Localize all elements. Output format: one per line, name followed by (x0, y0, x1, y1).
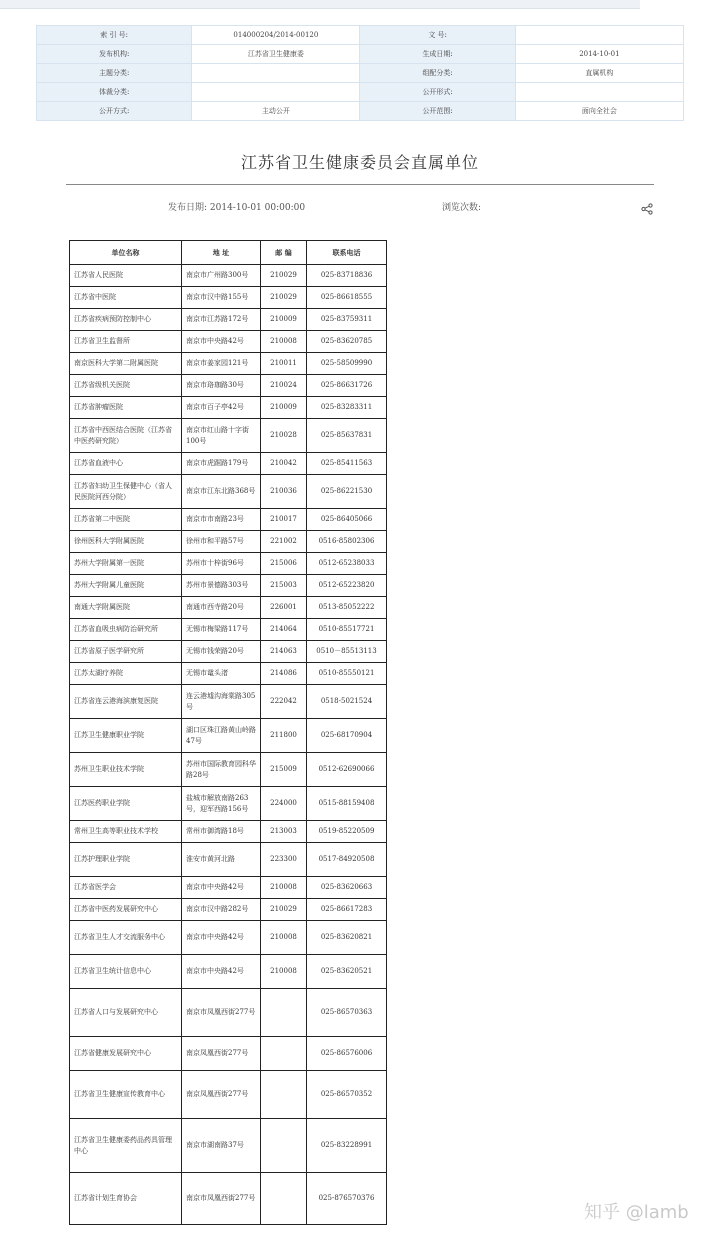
zip-cell: 210008 (261, 331, 307, 353)
phone-cell: 025-86576006 (307, 1037, 387, 1071)
header-address: 地 址 (182, 241, 261, 265)
phone-cell: 025-86570352 (307, 1071, 387, 1119)
table-row (70, 663, 387, 685)
table-row (70, 265, 387, 287)
address-cell: 南京市凤凰西街277号 (182, 989, 261, 1037)
table-row (70, 331, 387, 353)
unit-name-cell: 江苏护理职业学院 (70, 843, 182, 877)
table-row (70, 453, 387, 475)
zip-cell: 210011 (261, 353, 307, 375)
meta-value: 主动公开 (192, 102, 360, 121)
table-row (70, 921, 387, 955)
meta-value (192, 64, 360, 83)
address-cell: 南通市西寺路20号 (182, 597, 261, 619)
zip-cell: 224000 (261, 787, 307, 821)
unit-name-cell: 江苏省级机关医院 (70, 375, 182, 397)
unit-name-cell: 江苏省人口与发展研究中心 (70, 989, 182, 1037)
meta-row (37, 83, 684, 102)
zip-cell: 210008 (261, 921, 307, 955)
table-row (70, 397, 387, 419)
address-cell: 南京市湖南路37号 (182, 1119, 261, 1173)
phone-cell: 0512-62690066 (307, 753, 387, 787)
phone-cell: 025-86618555 (307, 287, 387, 309)
phone-cell: 025-85637831 (307, 419, 387, 453)
phone-cell: 0516-85802306 (307, 531, 387, 553)
meta-label: 公开形式: (360, 83, 515, 102)
zip-cell: 213003 (261, 821, 307, 843)
address-cell: 南京市江苏路172号 (182, 309, 261, 331)
zip-cell: 226001 (261, 597, 307, 619)
unit-name-cell: 苏州卫生职业技术学院 (70, 753, 182, 787)
meta-label: 主题分类: (37, 64, 192, 83)
phone-cell: 0510-85517721 (307, 619, 387, 641)
address-cell: 无锡市鼋头渚 (182, 663, 261, 685)
unit-name-cell: 苏州大学附属儿童医院 (70, 575, 182, 597)
meta-label: 组配分类: (360, 64, 515, 83)
unit-name-cell: 江苏省卫生统计信息中心 (70, 955, 182, 989)
table-row (70, 719, 387, 753)
meta-value: 直属机构 (515, 64, 683, 83)
zip-cell: 215009 (261, 753, 307, 787)
address-cell: 无锡市梅梁路117号 (182, 619, 261, 641)
units-table-header (70, 241, 387, 265)
zip-cell: 210024 (261, 375, 307, 397)
table-row (70, 353, 387, 375)
zip-cell: 210017 (261, 509, 307, 531)
meta-row (37, 102, 684, 121)
document-meta-table (36, 25, 684, 121)
table-row (70, 309, 387, 331)
address-cell: 南京市百子亭42号 (182, 397, 261, 419)
address-cell: 苏州市十梓街96号 (182, 553, 261, 575)
unit-name-cell: 常州卫生高等职业技术学校 (70, 821, 182, 843)
table-row (70, 597, 387, 619)
page-title: 江苏省卫生健康委员会直属单位 (240, 153, 479, 172)
table-row (70, 955, 387, 989)
address-cell: 南京市姜家园121号 (182, 353, 261, 375)
meta-label: 文 号: (360, 26, 515, 45)
unit-name-cell: 苏州大学附属第一医院 (70, 553, 182, 575)
meta-label: 索 引 号: (37, 26, 192, 45)
phone-cell: 025-83620821 (307, 921, 387, 955)
address-cell: 南京市汉中路155号 (182, 287, 261, 309)
zip-cell: 210009 (261, 309, 307, 331)
table-row (70, 641, 387, 663)
phone-cell: 025-83759311 (307, 309, 387, 331)
phone-cell: 025-85411563 (307, 453, 387, 475)
phone-cell: 0512-65223820 (307, 575, 387, 597)
meta-row (37, 64, 684, 83)
meta-row (37, 26, 684, 45)
table-row (70, 1119, 387, 1173)
phone-cell: 0512-65238033 (307, 553, 387, 575)
zip-cell (261, 1119, 307, 1173)
zip-cell: 210009 (261, 397, 307, 419)
meta-value: 2014-10-01 (515, 45, 683, 64)
meta-label: 生成日期: (360, 45, 515, 64)
zip-cell: 222042 (261, 685, 307, 719)
address-cell: 南京凤凰西街277号 (182, 1071, 261, 1119)
table-row (70, 843, 387, 877)
units-table (69, 240, 387, 1225)
address-cell: 南京市广州路300号 (182, 265, 261, 287)
zip-cell: 210029 (261, 287, 307, 309)
unit-name-cell: 江苏省妇幼卫生保健中心（省人民医院河西分院） (70, 475, 182, 509)
table-row (70, 685, 387, 719)
zip-cell: 210042 (261, 453, 307, 475)
unit-name-cell: 江苏省健康发展研究中心 (70, 1037, 182, 1071)
address-cell: 南京凤凰西街277号 (182, 1037, 261, 1071)
address-cell: 淮安市黄河北路 (182, 843, 261, 877)
unit-name-cell: 江苏省原子医学研究所 (70, 641, 182, 663)
address-cell: 南京市市南路23号 (182, 509, 261, 531)
unit-name-cell: 江苏省卫生健康委药品药具管理中心 (70, 1119, 182, 1173)
unit-name-cell: 江苏医药职业学院 (70, 787, 182, 821)
header-unit-name: 单位名称 (70, 241, 182, 265)
address-cell: 常州市御湾路18号 (182, 821, 261, 843)
address-cell: 南京市虎踞路179号 (182, 453, 261, 475)
header-phone: 联系电话 (307, 241, 387, 265)
phone-cell: 0510-85550121 (307, 663, 387, 685)
phone-cell: 025-86221530 (307, 475, 387, 509)
address-cell: 南京市凤凰西街277号 (182, 1173, 261, 1225)
table-row (70, 419, 387, 453)
address-cell: 南京市中央路42号 (182, 331, 261, 353)
zip-cell: 211800 (261, 719, 307, 753)
share-icon[interactable] (641, 200, 653, 212)
phone-cell: 025-86617283 (307, 899, 387, 921)
unit-name-cell: 江苏省疾病预防控制中心 (70, 309, 182, 331)
address-cell: 南京市江东北路368号 (182, 475, 261, 509)
phone-cell: 025-83228991 (307, 1119, 387, 1173)
table-row (70, 531, 387, 553)
zip-cell: 210008 (261, 877, 307, 899)
phone-cell: 025-58509990 (307, 353, 387, 375)
phone-cell: 0515-88159408 (307, 787, 387, 821)
zip-cell: 210029 (261, 265, 307, 287)
unit-name-cell: 江苏省连云港海滨康复医院 (70, 685, 182, 719)
meta-value: 江苏省卫生健康委 (192, 45, 360, 64)
watermark: 知乎 @lamb (584, 1202, 689, 1223)
table-row (70, 821, 387, 843)
zip-cell: 214086 (261, 663, 307, 685)
phone-cell: 025-83620521 (307, 955, 387, 989)
meta-value (515, 83, 683, 102)
meta-label: 公开方式: (37, 102, 192, 121)
meta-value: 面向全社会 (515, 102, 683, 121)
address-cell: 盐城市解放南路263号，迎军西路156号 (182, 787, 261, 821)
table-row (70, 509, 387, 531)
table-row (70, 475, 387, 509)
table-row (70, 619, 387, 641)
unit-name-cell: 江苏省第二中医院 (70, 509, 182, 531)
table-row (70, 1071, 387, 1119)
unit-name-cell: 南京医科大学第二附属医院 (70, 353, 182, 375)
table-row (70, 1173, 387, 1225)
meta-row (37, 45, 684, 64)
unit-name-cell: 江苏省肿瘤医院 (70, 397, 182, 419)
phone-cell: 025-83283311 (307, 397, 387, 419)
phone-cell: 0517-84920508 (307, 843, 387, 877)
phone-cell: 0510－85513113 (307, 641, 387, 663)
phone-cell: 0519-85220509 (307, 821, 387, 843)
unit-name-cell: 南通大学附属医院 (70, 597, 182, 619)
meta-label: 发布机构: (37, 45, 192, 64)
unit-name-cell: 江苏省血液中心 (70, 453, 182, 475)
table-row (70, 553, 387, 575)
phone-cell: 025-68170904 (307, 719, 387, 753)
address-cell: 南京市中央路42号 (182, 877, 261, 899)
publish-date: 发布日期: 2014-10-01 00:00:00 (168, 203, 306, 213)
zip-cell: 221002 (261, 531, 307, 553)
meta-value (192, 83, 360, 102)
unit-name-cell: 江苏省中医药发展研究中心 (70, 899, 182, 921)
table-row (70, 787, 387, 821)
zip-cell: 210029 (261, 899, 307, 921)
meta-value: 014000204/2014-00120 (192, 26, 360, 45)
unit-name-cell: 江苏省人民医院 (70, 265, 182, 287)
address-cell: 徐州市和平路57号 (182, 531, 261, 553)
unit-name-cell: 江苏省中西医结合医院（江苏省中医药研究院） (70, 419, 182, 453)
address-cell: 湖口区珠江路黄山岭路47号 (182, 719, 261, 753)
unit-name-cell: 江苏省计划生育协会 (70, 1173, 182, 1225)
unit-name-cell: 江苏省卫生人才交流服务中心 (70, 921, 182, 955)
zip-cell: 215006 (261, 553, 307, 575)
zip-cell: 223300 (261, 843, 307, 877)
address-cell: 苏州市景德路303号 (182, 575, 261, 597)
top-bar (0, 0, 640, 9)
title-divider (66, 184, 654, 185)
table-row (70, 899, 387, 921)
unit-name-cell: 江苏省中医院 (70, 287, 182, 309)
zip-cell: 210008 (261, 955, 307, 989)
view-count: 浏览次数: (442, 203, 482, 213)
address-cell: 苏州市国际教育园科华路28号 (182, 753, 261, 787)
address-cell: 南京市红山路十字街100号 (182, 419, 261, 453)
zip-cell (261, 1071, 307, 1119)
address-cell: 无锡市钱荣路20号 (182, 641, 261, 663)
table-row (70, 375, 387, 397)
zip-cell: 210036 (261, 475, 307, 509)
phone-cell: 025-86570363 (307, 989, 387, 1037)
phone-cell: 025-83620663 (307, 877, 387, 899)
table-row (70, 1037, 387, 1071)
zip-cell (261, 1173, 307, 1225)
unit-name-cell: 江苏卫生健康职业学院 (70, 719, 182, 753)
phone-cell: 0513-85052222 (307, 597, 387, 619)
phone-cell: 025-83718836 (307, 265, 387, 287)
phone-cell: 025-83620785 (307, 331, 387, 353)
address-cell: 南京市中央路42号 (182, 921, 261, 955)
zip-cell: 215003 (261, 575, 307, 597)
meta-value (515, 26, 683, 45)
unit-name-cell: 江苏省卫生监督所 (70, 331, 182, 353)
zip-cell: 214063 (261, 641, 307, 663)
phone-cell: 025-86631726 (307, 375, 387, 397)
meta-label: 体裁分类: (37, 83, 192, 102)
zip-cell: 210028 (261, 419, 307, 453)
table-row (70, 575, 387, 597)
header-zip: 邮 编 (261, 241, 307, 265)
table-row (70, 989, 387, 1037)
address-cell: 南京市珞珈路30号 (182, 375, 261, 397)
address-cell: 南京市中央路42号 (182, 955, 261, 989)
unit-name-cell: 江苏省医学会 (70, 877, 182, 899)
phone-cell: 025-86405066 (307, 509, 387, 531)
table-row (70, 753, 387, 787)
unit-name-cell: 江苏太湖疗养院 (70, 663, 182, 685)
zip-cell: 214064 (261, 619, 307, 641)
address-cell: 南京市汉中路282号 (182, 899, 261, 921)
unit-name-cell: 徐州医科大学附属医院 (70, 531, 182, 553)
zip-cell (261, 1037, 307, 1071)
address-cell: 连云港墟沟海棠路305号 (182, 685, 261, 719)
phone-cell: 0518-5021524 (307, 685, 387, 719)
unit-name-cell: 江苏省血吸虫病防治研究所 (70, 619, 182, 641)
table-row (70, 287, 387, 309)
table-row (70, 877, 387, 899)
unit-name-cell: 江苏省卫生健康宣传教育中心 (70, 1071, 182, 1119)
meta-label: 公开范围: (360, 102, 515, 121)
zip-cell (261, 989, 307, 1037)
phone-cell: 025-876570376 (307, 1173, 387, 1225)
